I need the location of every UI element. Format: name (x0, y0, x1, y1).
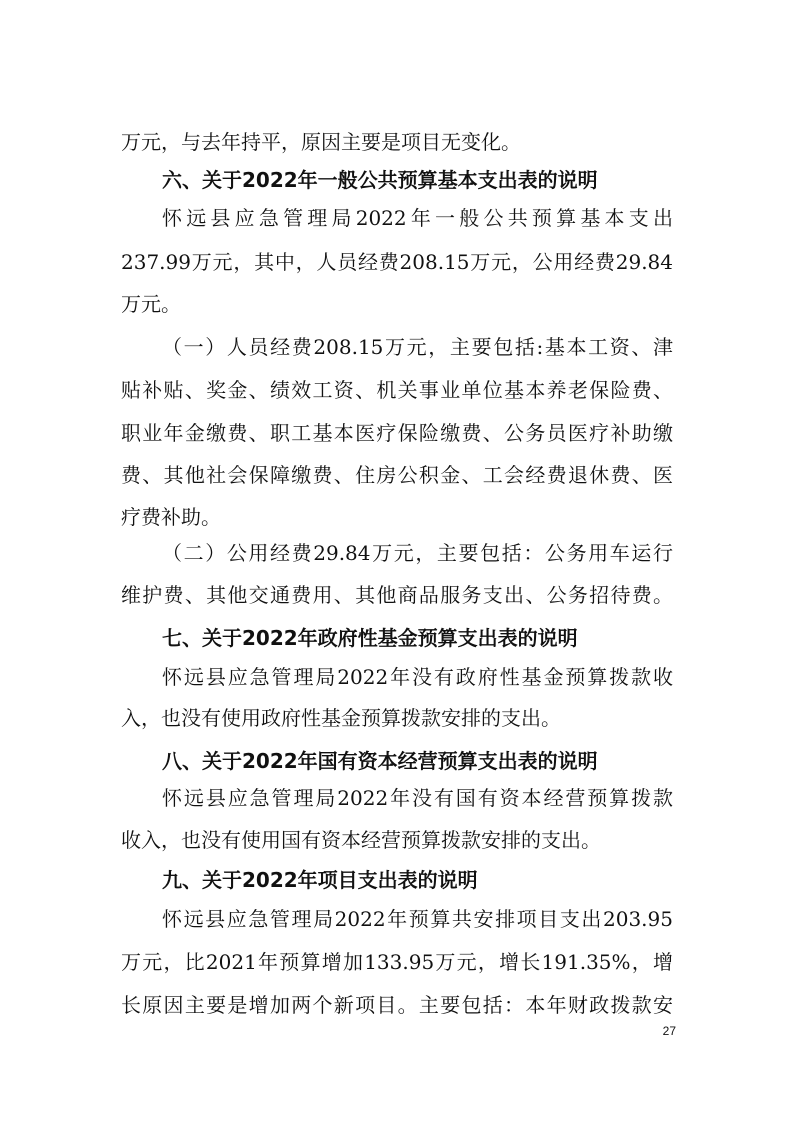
body-line: 怀远县应急管理局2022年没有政府性基金预算拨款收 (162, 665, 673, 689)
body-line: （二）公用经费29.84万元，主要包括：公务用车运行 (162, 541, 673, 565)
body-line: 贴补贴、奖金、绩效工资、机关事业单位基本养老保险费、 (121, 378, 673, 402)
section-heading-7: 七、关于2022年政府性基金预算支出表的说明 (162, 626, 578, 650)
page-number: 27 (662, 1024, 676, 1038)
section-heading-9: 九、关于2022年项目支出表的说明 (162, 868, 478, 892)
body-line: 万元。 (121, 292, 181, 316)
body-line: 怀远县应急管理局2022年一般公共预算基本支出 (162, 206, 673, 230)
body-line: 职业年金缴费、职工基本医疗保险缴费、公务员医疗补助缴 (121, 421, 673, 445)
body-line: 万元，比2021年预算增加133.95万元，增长191.35%，增 (121, 950, 673, 974)
body-line: （一）人员经费208.15万元，主要包括:基本工资、津 (162, 335, 673, 359)
section-heading-6: 六、关于2022年一般公共预算基本支出表的说明 (162, 168, 598, 192)
section-heading-8: 八、关于2022年国有资本经营预算支出表的说明 (162, 749, 598, 773)
body-line: 收入，也没有使用国有资本经营预算拨款安排的支出。 (121, 828, 601, 852)
body-line: 入，也没有使用政府性基金预算拨款安排的支出。 (121, 706, 561, 730)
body-line: 维护费、其他交通费用、其他商品服务支出、公务招待费。 (121, 583, 673, 607)
body-line: 费、其他社会保障缴费、住房公积金、工会经费退休费、医 (121, 463, 673, 487)
body-line: 237.99万元，其中，人员经费208.15万元，公用经费29.84 (121, 250, 673, 274)
body-line: 疗费补助。 (121, 505, 221, 529)
body-line: 万元，与去年持平，原因主要是项目无变化。 (121, 130, 521, 154)
body-line: 怀远县应急管理局2022年预算共安排项目支出203.95 (162, 907, 673, 931)
body-line: 长原因主要是增加两个新项目。主要包括：本年财政拨款安 (121, 993, 673, 1017)
body-line: 怀远县应急管理局2022年没有国有资本经营预算拨款 (162, 786, 673, 810)
